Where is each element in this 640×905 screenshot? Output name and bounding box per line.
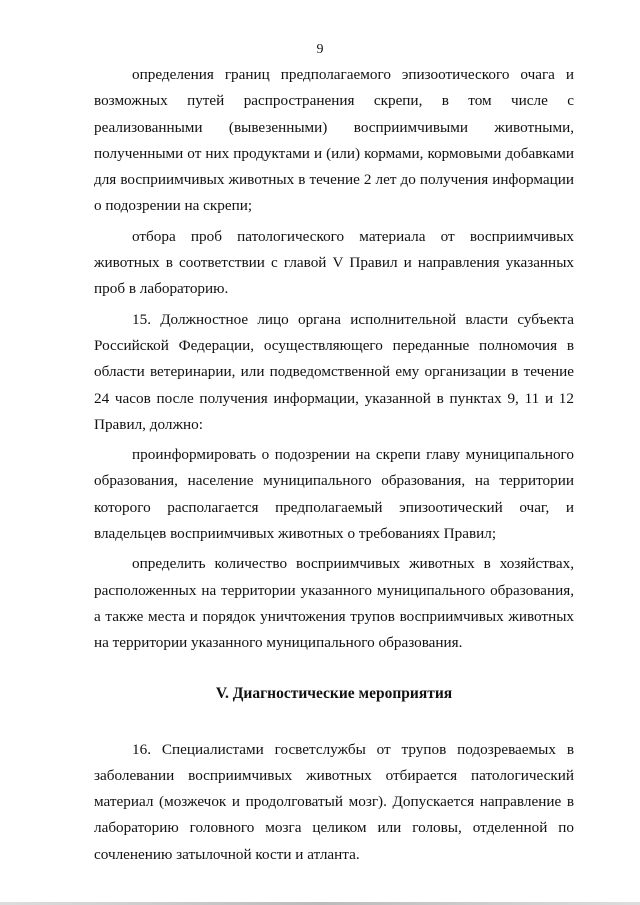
document-body (94, 62, 574, 872)
paragraph-determine: определить количество восприимчивых животных в хозяйствах, расположенных на территории указанного муниципального образования, а также места и порядок уничтожения трупов восприимчивых животных на территории указанного муниципального образования. (94, 555, 574, 652)
paragraph-sampling: отбора проб патологического материала от восприимчивых животных в соответствии с главой V Правил и направления указанных проб в лабораторию. (94, 227, 574, 298)
page-number: 9 (316, 42, 324, 57)
paragraph-outbreak-boundaries: определения границ предполагаемого эпизоотического очага и возможных путей распространения скрепи, в том числе с реализованными (вывезенными) восприимчивыми животными, полученными от них продуктами и (или) кормами, кормовыми добавками для восприимчивых животных в течение 2 лет до получения информации о подозрении на скрепи; (94, 66, 574, 215)
paragraph-item-15: 15. Должностное лицо органа исполнительной власти субъекта Российской Федерации, осуществляющего переданные полномочия в области ветеринарии, или подведомственной ему организации в течение 24 часов после получения информации, указанной в пунктах 9, 11 и 12 Правил, должно: (94, 310, 574, 433)
section-heading: V. Диагностические мероприятия (215, 684, 453, 702)
paragraph-inform: проинформировать о подозрении на скрепи главу муниципального образования, население муниципального образования, на территории которого располагается предполагаемый эпизоотический очаг, и владельцев восприимчивых животных о требованиях Правил; (94, 446, 574, 543)
paragraph-item-16: 16. Специалистами госветслужбы от трупов подозреваемых в заболевании восприимчивых животных отбирается патологический материал (мозжечок и продолговатый мозг). Допускается направление в лабораторию головного мозга целиком или головы, отделенной по сочленению затылочной кости и атланта. (94, 740, 574, 863)
